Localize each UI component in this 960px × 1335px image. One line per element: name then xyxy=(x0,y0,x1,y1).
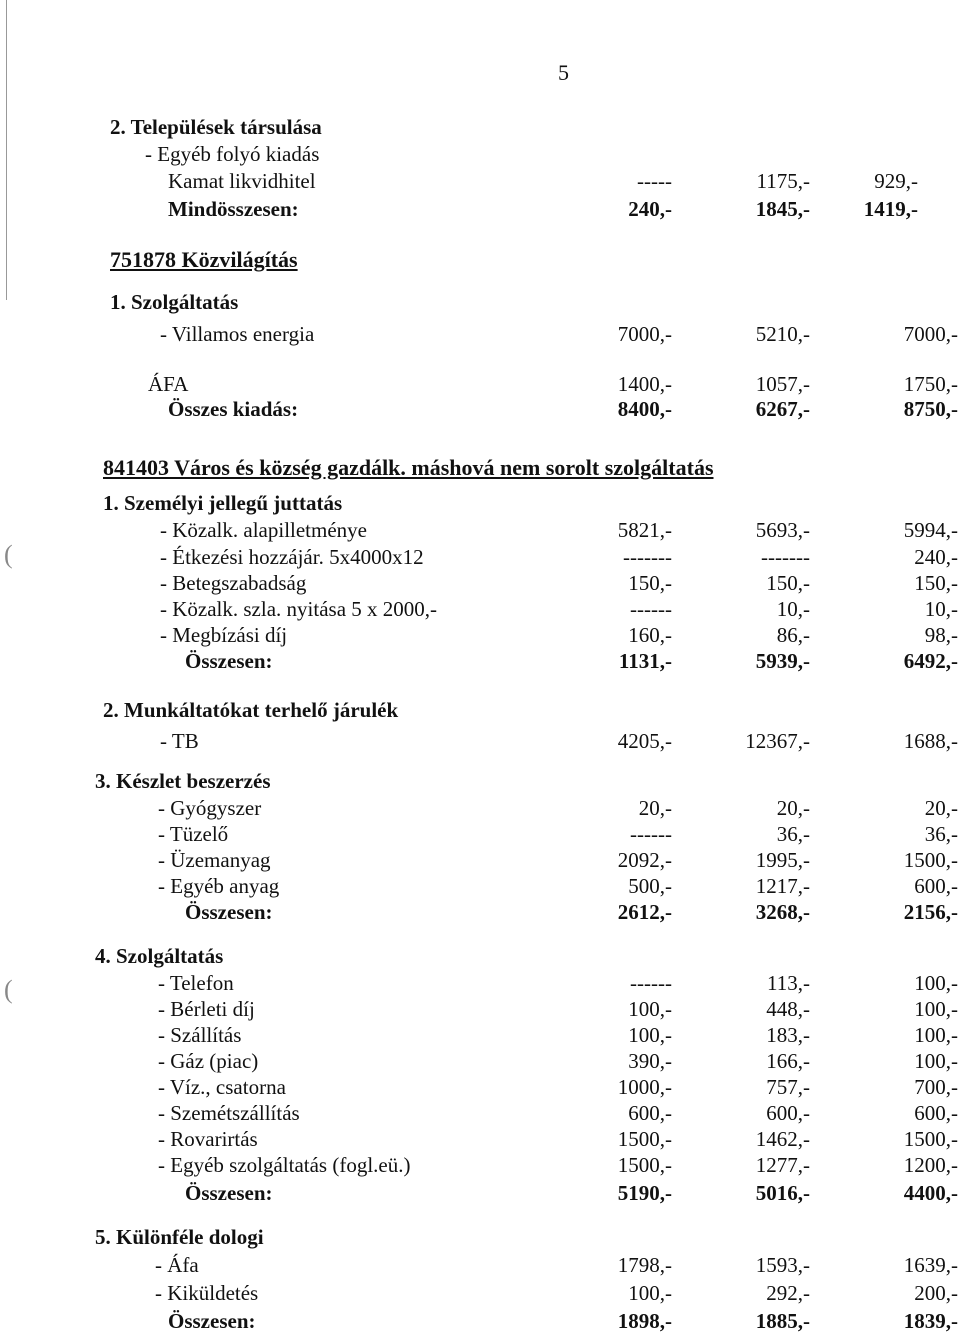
amount-cell: 2156,- xyxy=(903,900,958,924)
amount-cell: 100,- xyxy=(914,1023,958,1047)
table-row xyxy=(0,970,960,996)
section-title: 751878 Közvilágítás xyxy=(110,247,298,272)
amount-cell: 1419,- xyxy=(863,197,918,221)
amount-cell: 600,- xyxy=(628,1101,672,1125)
row-label: - Étkezési hozzájár. 5x4000x12 xyxy=(160,545,424,569)
row-label: Összesen: xyxy=(168,1309,256,1333)
group-heading xyxy=(0,289,960,315)
amount-cell: 36,- xyxy=(776,822,810,846)
amount-cell: 160,- xyxy=(628,623,672,647)
amount-cell: 5939,- xyxy=(755,649,810,673)
row-label: - Betegszabadság xyxy=(160,571,307,595)
amount-cell: 8400,- xyxy=(617,397,672,421)
amount-cell: 1798,- xyxy=(617,1253,672,1277)
amount-cell: ------- xyxy=(623,545,672,569)
row-label: Kamat likvidhitel xyxy=(168,169,316,193)
total-row xyxy=(0,196,960,222)
group-heading xyxy=(0,768,960,794)
table-row xyxy=(0,544,960,570)
amount-cell: 4400,- xyxy=(903,1181,958,1205)
amount-cell: 183,- xyxy=(766,1023,810,1047)
amount-cell: 10,- xyxy=(924,597,958,621)
row-label: - Egyéb anyag xyxy=(158,874,280,898)
amount-cell: ------ xyxy=(630,971,672,995)
table-row xyxy=(0,1048,960,1074)
table-row xyxy=(0,570,960,596)
group-heading-text: 5. Különféle dologi xyxy=(95,1225,264,1249)
amount-cell: 1131,- xyxy=(618,649,672,673)
amount-cell: 20,- xyxy=(924,796,958,820)
amount-cell: 1845,- xyxy=(755,197,810,221)
group-heading-text: 1. Szolgáltatás xyxy=(110,290,239,314)
amount-cell: 1750,- xyxy=(903,372,958,396)
group-heading-text: 3. Készlet beszerzés xyxy=(95,769,271,793)
page-number: 5 xyxy=(558,60,569,85)
group-heading-text: 1. Személyi jellegű juttatás xyxy=(103,491,343,515)
table-row xyxy=(0,321,960,347)
amount-cell: 1688,- xyxy=(903,729,958,753)
amount-cell: 757,- xyxy=(766,1075,810,1099)
amount-cell: ------ xyxy=(630,597,672,621)
row-label: Összesen: xyxy=(185,1181,273,1205)
sub-heading xyxy=(0,141,960,167)
row-label: - Tüzelő xyxy=(158,822,229,846)
group-heading xyxy=(0,943,960,969)
table-row xyxy=(0,847,960,873)
table-row xyxy=(0,728,960,754)
amount-cell: 20,- xyxy=(638,796,672,820)
amount-cell: 1500,- xyxy=(903,1127,958,1151)
group-heading-text: 2. Munkáltatókat terhelő járulék xyxy=(103,698,399,722)
row-label: ÁFA xyxy=(148,372,189,396)
group-heading xyxy=(0,490,960,516)
row-label: - Gáz (piac) xyxy=(158,1049,259,1073)
amount-cell: 929,- xyxy=(874,169,918,193)
table-row xyxy=(0,1152,960,1178)
amount-cell: ------- xyxy=(761,545,810,569)
row-label: - Üzemanyag xyxy=(158,848,271,872)
amount-cell: 500,- xyxy=(628,874,672,898)
table-row xyxy=(0,596,960,622)
scan-mark: ( xyxy=(4,975,13,1004)
amount-cell: 4205,- xyxy=(617,729,672,753)
amount-cell: 1639,- xyxy=(903,1253,958,1277)
amount-cell: 1500,- xyxy=(617,1153,672,1177)
amount-cell: 2612,- xyxy=(617,900,672,924)
amount-cell: 1500,- xyxy=(903,848,958,872)
row-label: - Közalk. szla. nyitása 5 x 2000,- xyxy=(160,597,438,621)
row-label: - Víz., csatorna xyxy=(158,1075,286,1099)
table-row xyxy=(0,873,960,899)
group-heading-text: 2. Települések társulása xyxy=(110,115,322,139)
row-label: - Bérleti díj xyxy=(158,997,255,1021)
amount-cell: 200,- xyxy=(914,1281,958,1305)
amount-cell: 5210,- xyxy=(755,322,810,346)
amount-cell: 100,- xyxy=(628,1023,672,1047)
amount-cell: 6267,- xyxy=(755,397,810,421)
amount-cell: ------ xyxy=(630,822,672,846)
amount-cell: 113,- xyxy=(767,971,810,995)
amount-cell: 7000,- xyxy=(617,322,672,346)
amount-cell: 240,- xyxy=(914,545,958,569)
amount-cell: 1400,- xyxy=(617,372,672,396)
total-row xyxy=(0,396,960,422)
amount-cell: 1898,- xyxy=(617,1309,672,1333)
amount-cell: 6492,- xyxy=(903,649,958,673)
amount-cell: 5821,- xyxy=(617,518,672,542)
table-row xyxy=(0,795,960,821)
amount-cell: 98,- xyxy=(924,623,958,647)
amount-cell: 1885,- xyxy=(755,1309,810,1333)
amount-cell: 5994,- xyxy=(903,518,958,542)
table-row xyxy=(0,1252,960,1278)
amount-cell: 240,- xyxy=(628,197,672,221)
amount-cell: 166,- xyxy=(766,1049,810,1073)
group-heading xyxy=(0,697,960,723)
amount-cell: 390,- xyxy=(628,1049,672,1073)
row-label: - Szemétszállítás xyxy=(158,1101,300,1125)
amount-cell: 100,- xyxy=(914,1049,958,1073)
row-label: - Gyógyszer xyxy=(158,796,262,820)
amount-cell: 600,- xyxy=(914,1101,958,1125)
amount-cell: 10,- xyxy=(776,597,810,621)
row-label: - Villamos energia xyxy=(160,322,315,346)
amount-cell: 1217,- xyxy=(755,874,810,898)
row-label: Mindösszesen: xyxy=(168,197,299,221)
row-label: - Telefon xyxy=(158,971,234,995)
row-label: - Közalk. alapilletménye xyxy=(160,518,367,542)
amount-cell: 150,- xyxy=(914,571,958,595)
amount-cell: ----- xyxy=(637,169,672,193)
group-heading-text: 4. Szolgáltatás xyxy=(95,944,224,968)
amount-cell: 700,- xyxy=(914,1075,958,1099)
table-row xyxy=(0,168,960,194)
amount-cell: 150,- xyxy=(628,571,672,595)
amount-cell: 100,- xyxy=(628,1281,672,1305)
amount-cell: 2092,- xyxy=(617,848,672,872)
amount-cell: 86,- xyxy=(776,623,810,647)
total-row xyxy=(0,1308,960,1334)
table-row xyxy=(0,996,960,1022)
amount-cell: 5016,- xyxy=(755,1181,810,1205)
amount-cell: 1175,- xyxy=(756,169,810,193)
section-title: 841403 Város és község gazdálk. máshová nem sorolt szolgáltatás xyxy=(103,455,714,480)
table-row xyxy=(0,1126,960,1152)
amount-cell: 20,- xyxy=(776,796,810,820)
amount-cell: 600,- xyxy=(766,1101,810,1125)
amount-cell: 3268,- xyxy=(755,900,810,924)
row-label: - TB xyxy=(160,729,199,753)
row-label: - Kiküldetés xyxy=(155,1281,259,1305)
amount-cell: 1000,- xyxy=(617,1075,672,1099)
table-row xyxy=(0,622,960,648)
table-row xyxy=(0,1074,960,1100)
amount-cell: 150,- xyxy=(766,571,810,595)
amount-cell: 1057,- xyxy=(755,372,810,396)
sub-heading-text: - Egyéb folyó kiadás xyxy=(145,142,320,166)
table-row xyxy=(0,371,960,397)
row-label: - Egyéb szolgáltatás (fogl.eü.) xyxy=(158,1153,411,1177)
row-label: - Szállítás xyxy=(158,1023,242,1047)
table-row xyxy=(0,1280,960,1306)
group-heading xyxy=(0,114,960,140)
row-label: - Áfa xyxy=(155,1253,199,1277)
table-row xyxy=(0,1100,960,1126)
total-row xyxy=(0,1180,960,1206)
total-row xyxy=(0,899,960,925)
scan-mark: ( xyxy=(4,540,13,569)
amount-cell: 5693,- xyxy=(755,518,810,542)
amount-cell: 1593,- xyxy=(755,1253,810,1277)
amount-cell: 1500,- xyxy=(617,1127,672,1151)
row-label: - Megbízási díj xyxy=(160,623,288,647)
amount-cell: 1277,- xyxy=(755,1153,810,1177)
amount-cell: 5190,- xyxy=(617,1181,672,1205)
amount-cell: 100,- xyxy=(914,997,958,1021)
row-label: - Rovarirtás xyxy=(158,1127,258,1151)
group-heading xyxy=(0,1224,960,1250)
table-row xyxy=(0,517,960,543)
table-row xyxy=(0,1022,960,1048)
amount-cell: 292,- xyxy=(766,1281,810,1305)
amount-cell: 12367,- xyxy=(745,729,810,753)
amount-cell: 1839,- xyxy=(903,1309,958,1333)
amount-cell: 1200,- xyxy=(903,1153,958,1177)
amount-cell: 600,- xyxy=(914,874,958,898)
amount-cell: 1995,- xyxy=(755,848,810,872)
total-row xyxy=(0,648,960,674)
amount-cell: 8750,- xyxy=(903,397,958,421)
amount-cell: 7000,- xyxy=(903,322,958,346)
amount-cell: 1462,- xyxy=(755,1127,810,1151)
amount-cell: 100,- xyxy=(914,971,958,995)
row-label: Összesen: xyxy=(185,900,273,924)
row-label: Összesen: xyxy=(185,649,273,673)
amount-cell: 100,- xyxy=(628,997,672,1021)
amount-cell: 36,- xyxy=(924,822,958,846)
row-label: Összes kiadás: xyxy=(168,397,299,421)
amount-cell: 448,- xyxy=(766,997,810,1021)
table-row xyxy=(0,821,960,847)
